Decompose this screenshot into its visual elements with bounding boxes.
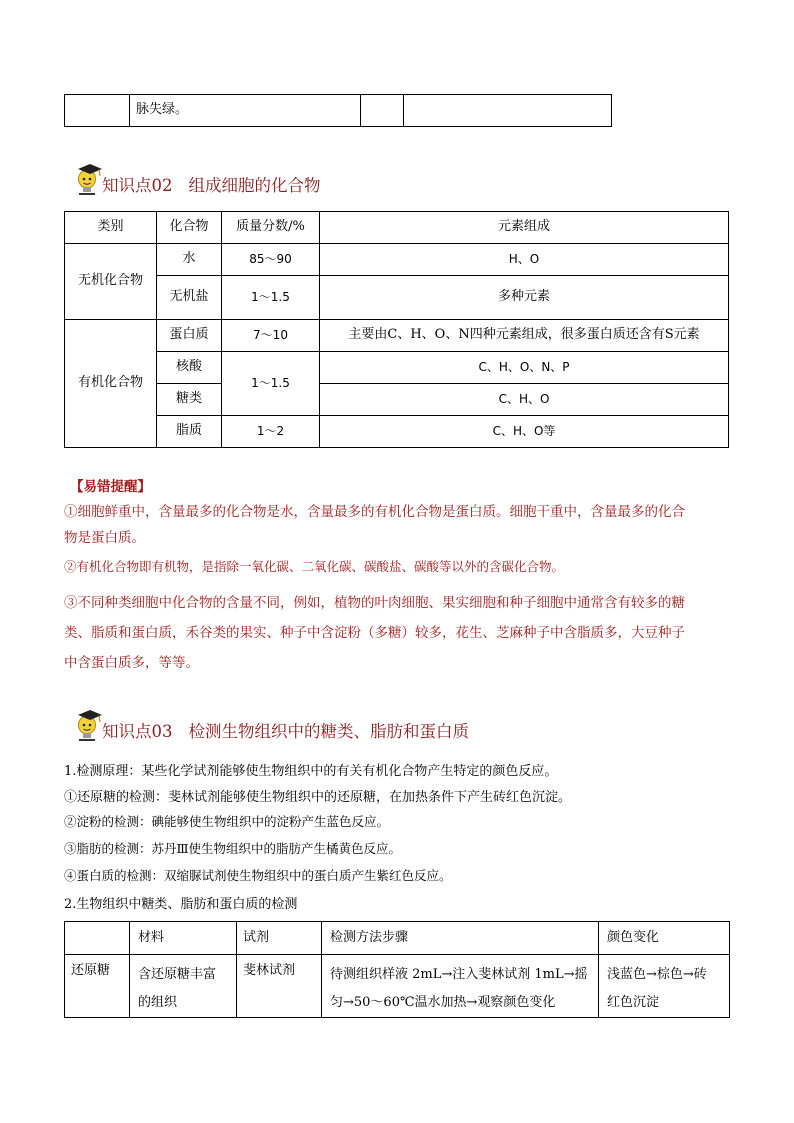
detection-heading: 2.生物组织中糖类、脂肪和蛋白质的检测 <box>64 897 298 912</box>
section02-number: 知识点02 <box>102 176 173 195</box>
reminder-p3-line1: ③不同种类细胞中化合物的含量不同，例如，植物的叶肉细胞、果实细胞和种子细胞中通常含有较多的糖 <box>64 595 685 611</box>
compound-cell: 蛋白质 <box>157 320 222 352</box>
compound-cell: 水 <box>157 244 222 276</box>
section03-title: 检测生物组织中的糖类、脂肪和蛋白质 <box>188 722 469 741</box>
section03-heading <box>74 708 469 742</box>
mass-cell: 85～90 <box>222 244 320 276</box>
steps-line-2: 匀→50～60℃温水加热→观察颜色变化 <box>330 995 556 1010</box>
compounds-table <box>64 211 729 448</box>
reminder-p3-line2: 类、脂质和蛋白质，禾谷类的果实、种子中含淀粉（多糖）较多，花生、芝麻种子中含脂质多，大豆种子 <box>64 625 685 641</box>
section02-heading <box>74 162 321 196</box>
mass-cell: 1～1.5 <box>222 276 320 320</box>
top-table-cell-4 <box>404 95 612 127</box>
material-line-2: 的组织 <box>138 995 178 1010</box>
mass-cell: 7～10 <box>222 320 320 352</box>
detection-table <box>64 921 730 1018</box>
elements-cell: C、H、O、N、P <box>320 352 729 384</box>
reagent-cell: 斐林试剂 <box>237 955 322 1018</box>
color-cell <box>599 955 730 1018</box>
fat-line: ③脂肪的检测：苏丹Ⅲ使生物组织中的脂肪产生橘黄色反应。 <box>64 841 402 856</box>
color-line-1: 浅蓝色→棕色→砖 <box>607 967 707 982</box>
reminder-p1-line2: 物是蛋白质。 <box>64 530 145 546</box>
reminder-p2: ②有机化合物即有机物，是指除一氧化碳、二氧化碳、碳酸盐、碳酸等以外的含碳化合物。 <box>64 559 565 574</box>
material-line-1: 含还原糖丰富 <box>138 967 217 982</box>
lightbulb-graduate-icon <box>74 708 104 744</box>
reminder-p1-line1: ①细胞鲜重中，含量最多的化合物是水，含量最多的有机化合物是蛋白质。细胞干重中，含量最多的化合 <box>64 504 685 520</box>
category-organic: 有机化合物 <box>65 320 157 448</box>
material-cell <box>130 955 237 1018</box>
header-mass: 质量分数/% <box>222 212 320 244</box>
compound-cell: 核酸 <box>157 352 222 384</box>
header-compound: 化合物 <box>157 212 222 244</box>
principle-line: 1.检测原理：某些化学试剂能够使生物组织中的有关有机化合物产生特定的颜色反应。 <box>64 764 558 779</box>
elements-cell: C、H、O等 <box>320 416 729 448</box>
header-blank <box>65 922 130 955</box>
starch-line: ②淀粉的检测：碘能够使生物组织中的淀粉产生蓝色反应。 <box>64 814 390 829</box>
steps-line-1: 待测组织样液 2mL→注入斐林试剂 1mL→摇 <box>330 967 588 982</box>
category-inorganic: 无机化合物 <box>65 244 157 320</box>
top-table <box>64 94 612 127</box>
header-color: 颜色变化 <box>599 922 730 955</box>
compound-cell: 糖类 <box>157 384 222 416</box>
top-table-cell-1 <box>65 95 130 127</box>
top-table-cell-3 <box>361 95 404 127</box>
lightbulb-graduate-icon <box>74 162 104 198</box>
top-table-cell-text: 脉失绿。 <box>130 95 361 127</box>
color-line-2: 红色沉淀 <box>607 995 660 1010</box>
row-name: 还原糖 <box>65 955 130 1018</box>
header-category: 类别 <box>65 212 157 244</box>
protein-line: ④蛋白质的检测：双缩脲试剂使生物组织中的蛋白质产生紫红色反应。 <box>64 868 452 883</box>
compound-cell: 脂质 <box>157 416 222 448</box>
elements-cell: H、O <box>320 244 729 276</box>
elements-cell: C、H、O <box>320 384 729 416</box>
header-material: 材料 <box>130 922 237 955</box>
reducing-sugar-line: ①还原糖的检测：斐林试剂能够使生物组织中的还原糖，在加热条件下产生砖红色沉淀。 <box>64 790 572 805</box>
mass-cell: 1～2 <box>222 416 320 448</box>
header-steps: 检测方法步骤 <box>322 922 599 955</box>
section03-number: 知识点03 <box>102 722 173 741</box>
compound-cell: 无机盐 <box>157 276 222 320</box>
reminder-title: 【易错提醒】 <box>70 479 151 495</box>
reminder-p3-line3: 中含蛋白质多，等等。 <box>64 655 199 671</box>
mass-cell: 1～1.5 <box>222 352 320 416</box>
section02-title: 组成细胞的化合物 <box>188 176 321 195</box>
elements-cell: 多种元素 <box>320 276 729 320</box>
header-reagent: 试剂 <box>237 922 322 955</box>
steps-cell <box>322 955 599 1018</box>
elements-cell: 主要由C、H、O、N四种元素组成，很多蛋白质还含有S元素 <box>320 320 729 352</box>
header-elements: 元素组成 <box>320 212 729 244</box>
